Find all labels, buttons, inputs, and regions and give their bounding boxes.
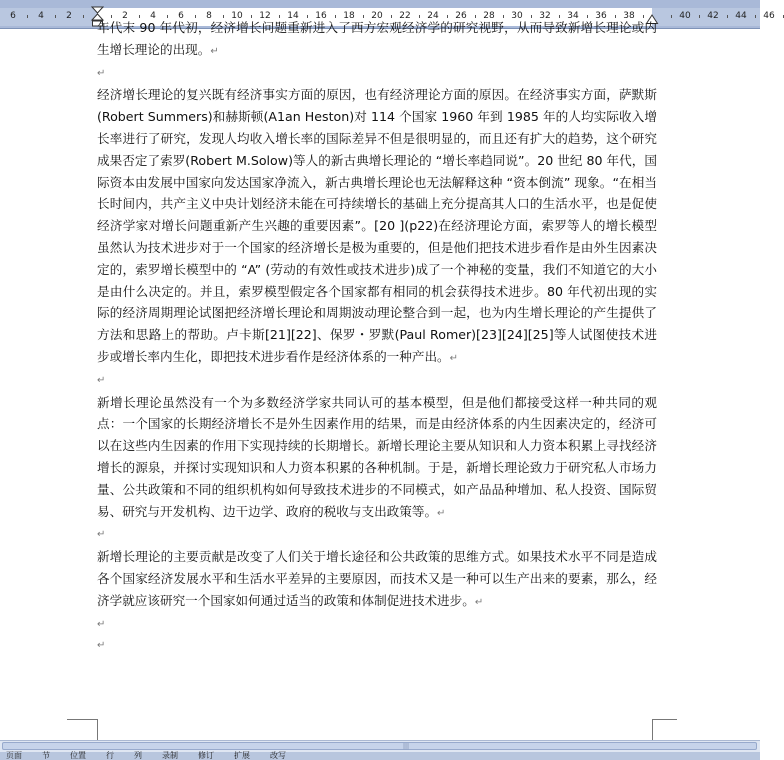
paragraph[interactable]: 新增长理论的主要贡献是改变了人们关于增长途径和公共政策的思维方式。如果技术水平不同是造成各个国家经济发展水平和生活水平差异的主要原因，而技术又是一种可以生产出来的要素，那么，经济学就应该研究一个国家如何通过适当的政策和体制促进技术进步。↵ (97, 549, 657, 608)
horizontal-scrollbar[interactable] (0, 740, 760, 752)
ruler-number: 2 (122, 11, 128, 21)
empty-paragraph[interactable]: ↵ (97, 618, 106, 630)
status-item: 改写 (270, 751, 286, 760)
ruler-tick (55, 15, 56, 18)
paragraph-mark-icon: ↵ (210, 45, 219, 57)
paragraph-mark-icon: ↵ (437, 507, 446, 519)
ruler-number: 38 (623, 11, 635, 21)
ruler-number: 10 (231, 11, 243, 21)
ruler-number: 6 (10, 11, 16, 21)
ruler-number: 24 (427, 11, 439, 21)
ruler-number: 16 (315, 11, 327, 21)
crop-mark-right (652, 719, 677, 742)
ruler-number: 26 (455, 11, 467, 21)
empty-paragraph[interactable]: ↵ (97, 67, 106, 79)
paragraph[interactable]: 新增长理论虽然没有一个为多数经济学家共同认可的基本模型，但是他们都接受这样一种共同的观点：一个国家的长期经济增长不是外生因素作用的结果，而是由经济体系的内生因素决定的，经济可以在这些内生因素的作用下实现持续的长期增长。新增长理论主要从知识和人力资本积累上寻找经济增长的源泉，并探讨实现知识和人力资本积累的各种机制。于是，新增长理论致力于研究私人市场力量、公共政策和不同的组织机构如何导致技术进步的不同模式，如产品品种增加、私人投资、国际贸易、研究与开发机构、边干边学、政府的税收与支出政策等。↵ (97, 394, 657, 519)
ruler-number: 12 (259, 11, 271, 21)
ruler-number: 2 (66, 11, 72, 21)
ruler-number: 6 (178, 11, 184, 21)
scrollbar-thumb[interactable] (2, 742, 757, 750)
ruler-number: 20 (371, 11, 383, 21)
ruler-number: 44 (735, 11, 747, 21)
status-item: 修订 (198, 751, 214, 760)
status-item: 列 (134, 751, 142, 760)
ruler-number: 34 (567, 11, 579, 21)
ruler-number: 28 (483, 11, 495, 21)
status-bar (0, 752, 760, 760)
empty-paragraph[interactable]: ↵ (97, 640, 106, 652)
ruler-number: 4 (150, 11, 156, 21)
ruler-number: 46 (763, 11, 775, 21)
ruler-tick (27, 15, 28, 18)
paragraph-mark-icon: ↵ (474, 596, 484, 608)
ruler-number: 36 (595, 11, 607, 21)
status-item: 行 (106, 751, 114, 760)
document-body[interactable] (97, 17, 657, 657)
paragraph-fragment-top[interactable]: 年代末 90 年代初，经济增长问题重新进入了西方宏观经济学的研究视野，从而导致新增长理论或内生增长理论的出现。↵ (97, 20, 657, 57)
paragraph-mark-icon: ↵ (449, 352, 459, 364)
ruler-number: 40 (679, 11, 691, 21)
status-item: 录制 (162, 751, 178, 760)
ruler-number: 4 (38, 11, 44, 21)
scrollbar-grip-icon: ||| (403, 743, 410, 750)
ruler-tick (755, 15, 756, 18)
ruler-number: 42 (707, 11, 719, 21)
paragraph[interactable]: 经济增长理论的复兴既有经济事实方面的原因，也有经济理论方面的原因。在经济事实方面，萨默斯(Robert Summers)和赫斯顿(A1an Heston)对 114 个国家 1960 年到 1985 年的人均实际收入增长率进行了研究，发现人均收入增长率的国际差异不但是很明显的，而且还有扩大的趋势，这个研究成果否定了索罗(Robert M.Solow)等人的新古典增长理论的 “增长率趋同说”。20 世纪 80 年代，国际资本由发展中国家向发达国家净流入，新古典增长理论也无法解释这种 “资本倒流” 现象。“在相当长时间内，共产主义中央计划经济未能在可持续增长的基础上充分提高其人口的生活水平，也是促使经济学家对增长问题重新产生兴趣的重要因素”。[20 ](p22)在经济理论方面，索罗等人的增长模型虽然认为技术进步对于一个国家的经济增长是极为重要的，但是他们把技术进步看作是由外生因素决定的，索罗增长模型中的 “A” (劳动的有效性或技术进步)成了一个神秘的变量，我们不知道它的大小是由什么决定的。并且，索罗模型假定各个国家都有相同的机会获得技术进步。80 年代初出现的实际的经济周期理论试图把经济增长理论和周期波动理论整合到一起，也为内生增长理论的产生提供了方法和思路上的帮助。卢卡斯[21][22]、保罗・罗默(Paul Romer)[23][24][25]等人试图使技术进步或增长率内生化，即把技术进步看作是经济体系的一种产出。↵ (97, 87, 657, 364)
ruler-number: 30 (511, 11, 523, 21)
empty-paragraph[interactable]: ↵ (97, 529, 106, 541)
ruler-number: 8 (206, 11, 212, 21)
ruler-tick (671, 15, 672, 18)
ruler-number: 14 (287, 11, 299, 21)
document-page[interactable] (0, 20, 760, 740)
status-item: 页面 (6, 751, 22, 760)
ruler-tick (83, 15, 84, 18)
empty-paragraph[interactable]: ↵ (97, 374, 106, 386)
status-item: 节 (42, 751, 50, 760)
ruler-number: 32 (539, 11, 551, 21)
status-item: 位置 (70, 751, 86, 760)
crop-mark-left (67, 719, 98, 742)
ruler-tick (699, 15, 700, 18)
status-item: 扩展 (234, 751, 250, 760)
ruler-number: 22 (399, 11, 411, 21)
ruler-number: 18 (343, 11, 355, 21)
ruler-tick (727, 15, 728, 18)
